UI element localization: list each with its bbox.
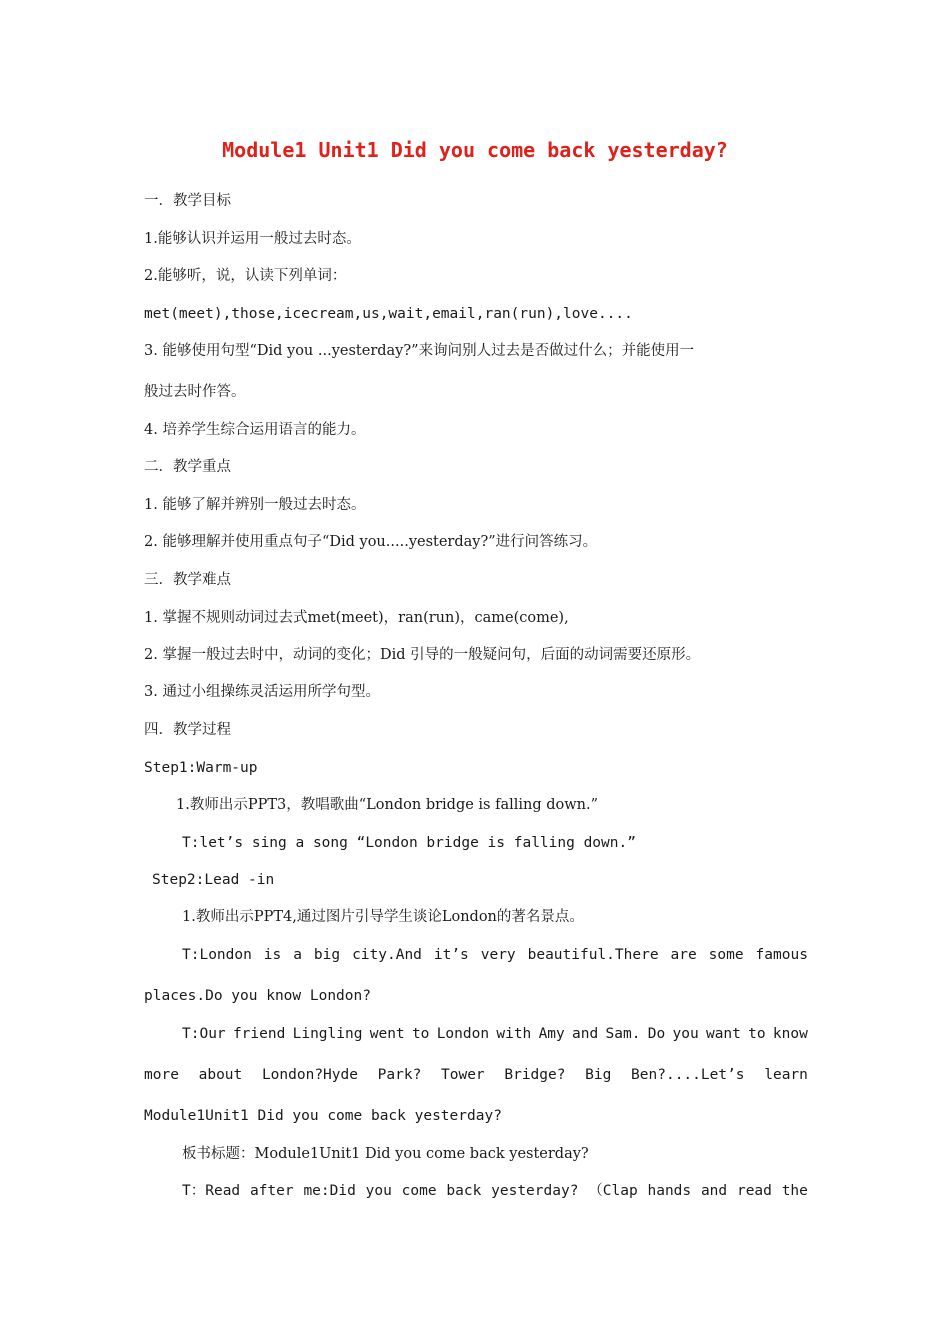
word: it’s bbox=[433, 947, 469, 963]
vocabulary-list: met(meet),those,icecream,us,wait,email,ran(run),love.... bbox=[144, 306, 633, 322]
word: me:Did bbox=[303, 1183, 356, 1199]
word: Park? bbox=[377, 1067, 422, 1083]
word: T：Read bbox=[182, 1183, 241, 1199]
section-heading-key-points: 二．教学重点 bbox=[144, 459, 231, 475]
word: some bbox=[708, 947, 744, 963]
word: friend bbox=[232, 1026, 286, 1042]
word: with bbox=[496, 1026, 532, 1042]
paragraph-line: 2. 能够理解并使用重点句子“Did you.....yesterday?”进行问答练习。 bbox=[144, 534, 598, 550]
paragraph-line: 2.能够听，说，认读下列单词： bbox=[144, 268, 347, 284]
word: and bbox=[572, 1026, 599, 1042]
section-heading-process: 四．教学过程 bbox=[144, 722, 231, 738]
dialogue-line-justified bbox=[144, 1065, 808, 1085]
word: Bridge? bbox=[504, 1067, 566, 1083]
word: back bbox=[446, 1183, 482, 1199]
paragraph-line: 3. 通过小组操练灵活运用所学句型。 bbox=[144, 684, 380, 700]
word: yesterday? bbox=[491, 1183, 579, 1199]
word: after bbox=[249, 1183, 294, 1199]
word: Ben?....Let’s bbox=[631, 1067, 745, 1083]
word: to bbox=[411, 1026, 430, 1042]
paragraph-line: 1. 掌握不规则动词过去式met(meet)，ran(run)，came(come), bbox=[144, 610, 569, 626]
dialogue-line-justified bbox=[182, 1181, 808, 1201]
word: know bbox=[772, 1026, 808, 1042]
word: Lingling bbox=[292, 1026, 363, 1042]
section-heading-objectives: 一．教学目标 bbox=[144, 193, 231, 209]
word: is bbox=[263, 947, 282, 963]
step-heading: Step2:Lead -in bbox=[152, 872, 275, 888]
word: come bbox=[401, 1183, 437, 1199]
document-title: Module1 Unit1 Did you come back yesterday? bbox=[222, 138, 728, 162]
dialogue-line: places.Do you know London? bbox=[144, 988, 371, 1004]
word: want bbox=[705, 1026, 741, 1042]
word: went bbox=[369, 1026, 405, 1042]
dialogue-line: T:let’s sing a song “London bridge is falling down.” bbox=[182, 835, 636, 851]
word: T:Our bbox=[182, 1026, 226, 1042]
word: read bbox=[736, 1183, 772, 1199]
word: Do bbox=[647, 1026, 666, 1042]
word: London?Hyde bbox=[261, 1067, 358, 1083]
word: famous bbox=[755, 947, 808, 963]
paragraph-line: 2. 掌握一般过去时中，动词的变化；Did 引导的一般疑问句，后面的动词需要还原形。 bbox=[144, 647, 701, 663]
paragraph-line: 1.教师出示PPT3，教唱歌曲“London bridge is falling down.” bbox=[176, 797, 599, 813]
word: city.And bbox=[352, 947, 422, 963]
paragraph-line: 4. 培养学生综合运用语言的能力。 bbox=[144, 422, 366, 438]
paragraph-line: 1. 能够了解并辨别一般过去时态。 bbox=[144, 497, 366, 513]
word: Tower bbox=[441, 1067, 485, 1083]
word: and bbox=[700, 1183, 728, 1199]
word: London bbox=[436, 1026, 490, 1042]
board-title-line: 板书标题：Module1Unit1 Did you come back yesterday? bbox=[182, 1146, 589, 1162]
word: about bbox=[198, 1067, 243, 1083]
dialogue-line-justified bbox=[182, 1024, 808, 1044]
dialogue-line-justified bbox=[182, 945, 808, 965]
word: to bbox=[748, 1026, 766, 1042]
word: more bbox=[144, 1067, 179, 1083]
word: learn bbox=[764, 1067, 808, 1083]
word: Amy bbox=[538, 1026, 565, 1042]
word: beautiful.There bbox=[527, 947, 659, 963]
word: hands bbox=[647, 1183, 692, 1199]
word: you bbox=[365, 1183, 392, 1199]
word: the bbox=[781, 1183, 808, 1199]
paragraph-line: 3. 能够使用句型“Did you ...yesterday?”来询问别人过去是否做过什么；并能使用一 bbox=[144, 343, 695, 359]
paragraph-line: 般过去时作答。 bbox=[144, 384, 246, 400]
word: Sam. bbox=[605, 1026, 641, 1042]
word: Big bbox=[585, 1067, 612, 1083]
word: are bbox=[670, 947, 697, 963]
paragraph-line: 1.能够认识并运用一般过去时态。 bbox=[144, 231, 361, 247]
word: very bbox=[480, 947, 516, 963]
word: T:London bbox=[182, 947, 252, 963]
section-heading-difficulties: 三．教学难点 bbox=[144, 572, 231, 588]
word: a bbox=[293, 947, 302, 963]
paragraph-line: 1.教师出示PPT4,通过图片引导学生谈论London的著名景点。 bbox=[182, 909, 584, 925]
word: （Clap bbox=[588, 1183, 638, 1199]
dialogue-line: Module1Unit1 Did you come back yesterday? bbox=[144, 1108, 502, 1124]
word: you bbox=[672, 1026, 699, 1042]
word: big bbox=[313, 947, 341, 963]
step-heading: Step1:Warm-up bbox=[144, 760, 258, 776]
